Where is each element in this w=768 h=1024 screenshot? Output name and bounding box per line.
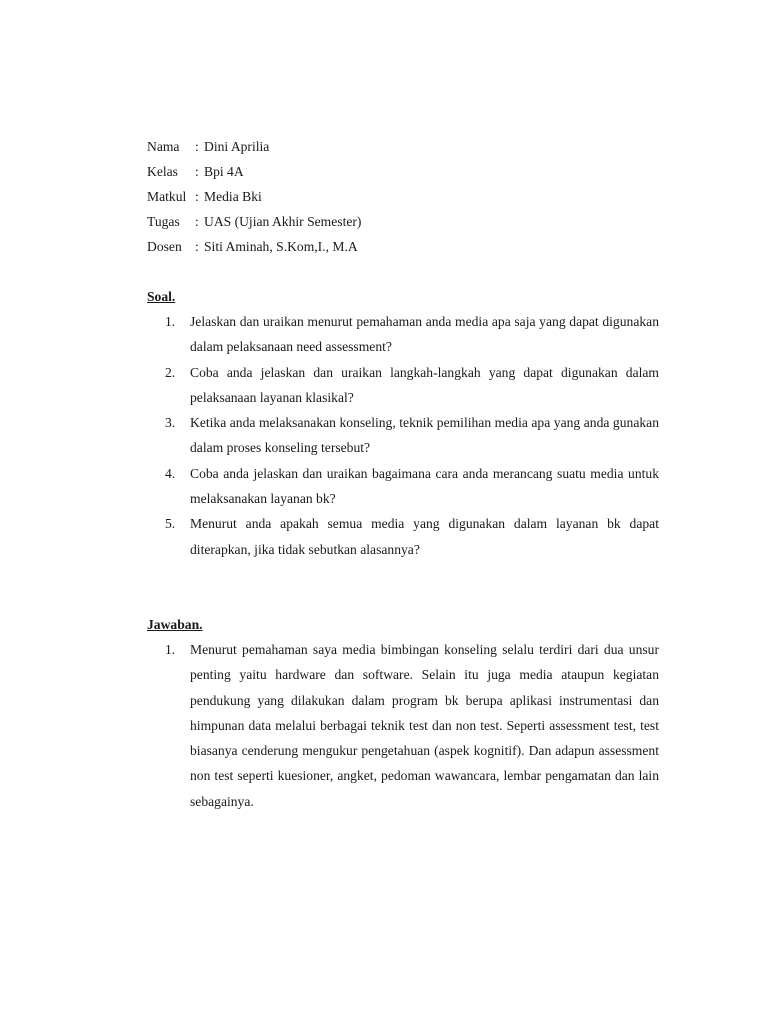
item-text: Ketika anda melaksanakan konseling, teknik pemilihan media apa yang anda gunakan dalam proses konseling tersebut?	[190, 415, 659, 456]
item-text: Coba anda jelaskan dan uraikan bagaimana cara anda merancang suatu media untuk melaksanakan layanan bk?	[190, 465, 659, 507]
info-label: Nama	[147, 139, 180, 154]
info-separator: :	[195, 139, 199, 154]
info-label: Kelas	[147, 164, 178, 179]
soal-heading: Soal.	[147, 289, 176, 304]
jawaban-list	[147, 637, 659, 814]
info-row-dosen	[147, 234, 659, 259]
item-number: 3.	[165, 415, 176, 431]
list-item	[147, 461, 659, 512]
info-label: Dosen	[147, 239, 182, 254]
info-separator: :	[195, 164, 199, 179]
item-number: 1.	[165, 641, 176, 657]
info-row-kelas	[147, 159, 659, 184]
item-number: 1.	[165, 314, 176, 329]
item-number: 5.	[165, 516, 176, 532]
jawaban-heading: Jawaban.	[147, 616, 203, 632]
item-text: Jelaskan dan uraikan menurut pemahaman anda media apa saja yang dapat digunakan dalam pelaksanaan need assessment?	[190, 314, 659, 355]
document-page	[147, 134, 659, 814]
item-number: 4.	[165, 465, 176, 481]
info-separator: :	[195, 214, 199, 229]
info-value: Dini Aprilia	[204, 139, 270, 154]
info-label: Matkul	[147, 189, 187, 204]
info-value: Bpi 4A	[204, 164, 244, 179]
item-text: Menurut anda apakah semua media yang digunakan dalam layanan bk dapat diterapkan, jika tidak sebutkan alasannya?	[190, 516, 659, 557]
list-item	[147, 360, 659, 411]
student-info	[147, 134, 659, 259]
list-item	[147, 511, 659, 562]
item-text: Menurut pemahaman saya media bimbingan konseling selalu terdiri dari dua unsur penting yaitu hardware dan software. Selain itu juga media ataupun kegiatan pendukung yang dilakukan dalam program bk berupa aplikasi instrumentasi dan himpunan data melalui berbagai teknik test dan non test. Seperti assessment test, test biasanya cenderung mengukur pengetahuan (aspek kognitif). Dan adapun assessment non test seperti kuesioner, angket, pedoman wawancara, lembar pengamatan dan lain sebagainya.	[190, 641, 659, 809]
list-item	[147, 637, 659, 814]
soal-list	[147, 309, 659, 562]
info-row-tugas	[147, 209, 659, 234]
info-value: Media Bki	[204, 189, 262, 204]
info-value: UAS (Ujian Akhir Semester)	[204, 214, 362, 229]
info-row-nama	[147, 134, 659, 159]
list-item	[147, 309, 659, 360]
list-item	[147, 410, 659, 461]
info-value: Siti Aminah, S.Kom,I., M.A	[204, 239, 358, 254]
info-separator: :	[195, 189, 199, 204]
info-label: Tugas	[147, 214, 180, 229]
info-row-matkul	[147, 184, 659, 209]
item-text: Coba anda jelaskan dan uraikan langkah-langkah yang dapat digunakan dalam pelaksanaan layanan klasikal?	[190, 364, 659, 405]
item-number: 2.	[165, 364, 176, 380]
info-separator: :	[195, 239, 199, 254]
